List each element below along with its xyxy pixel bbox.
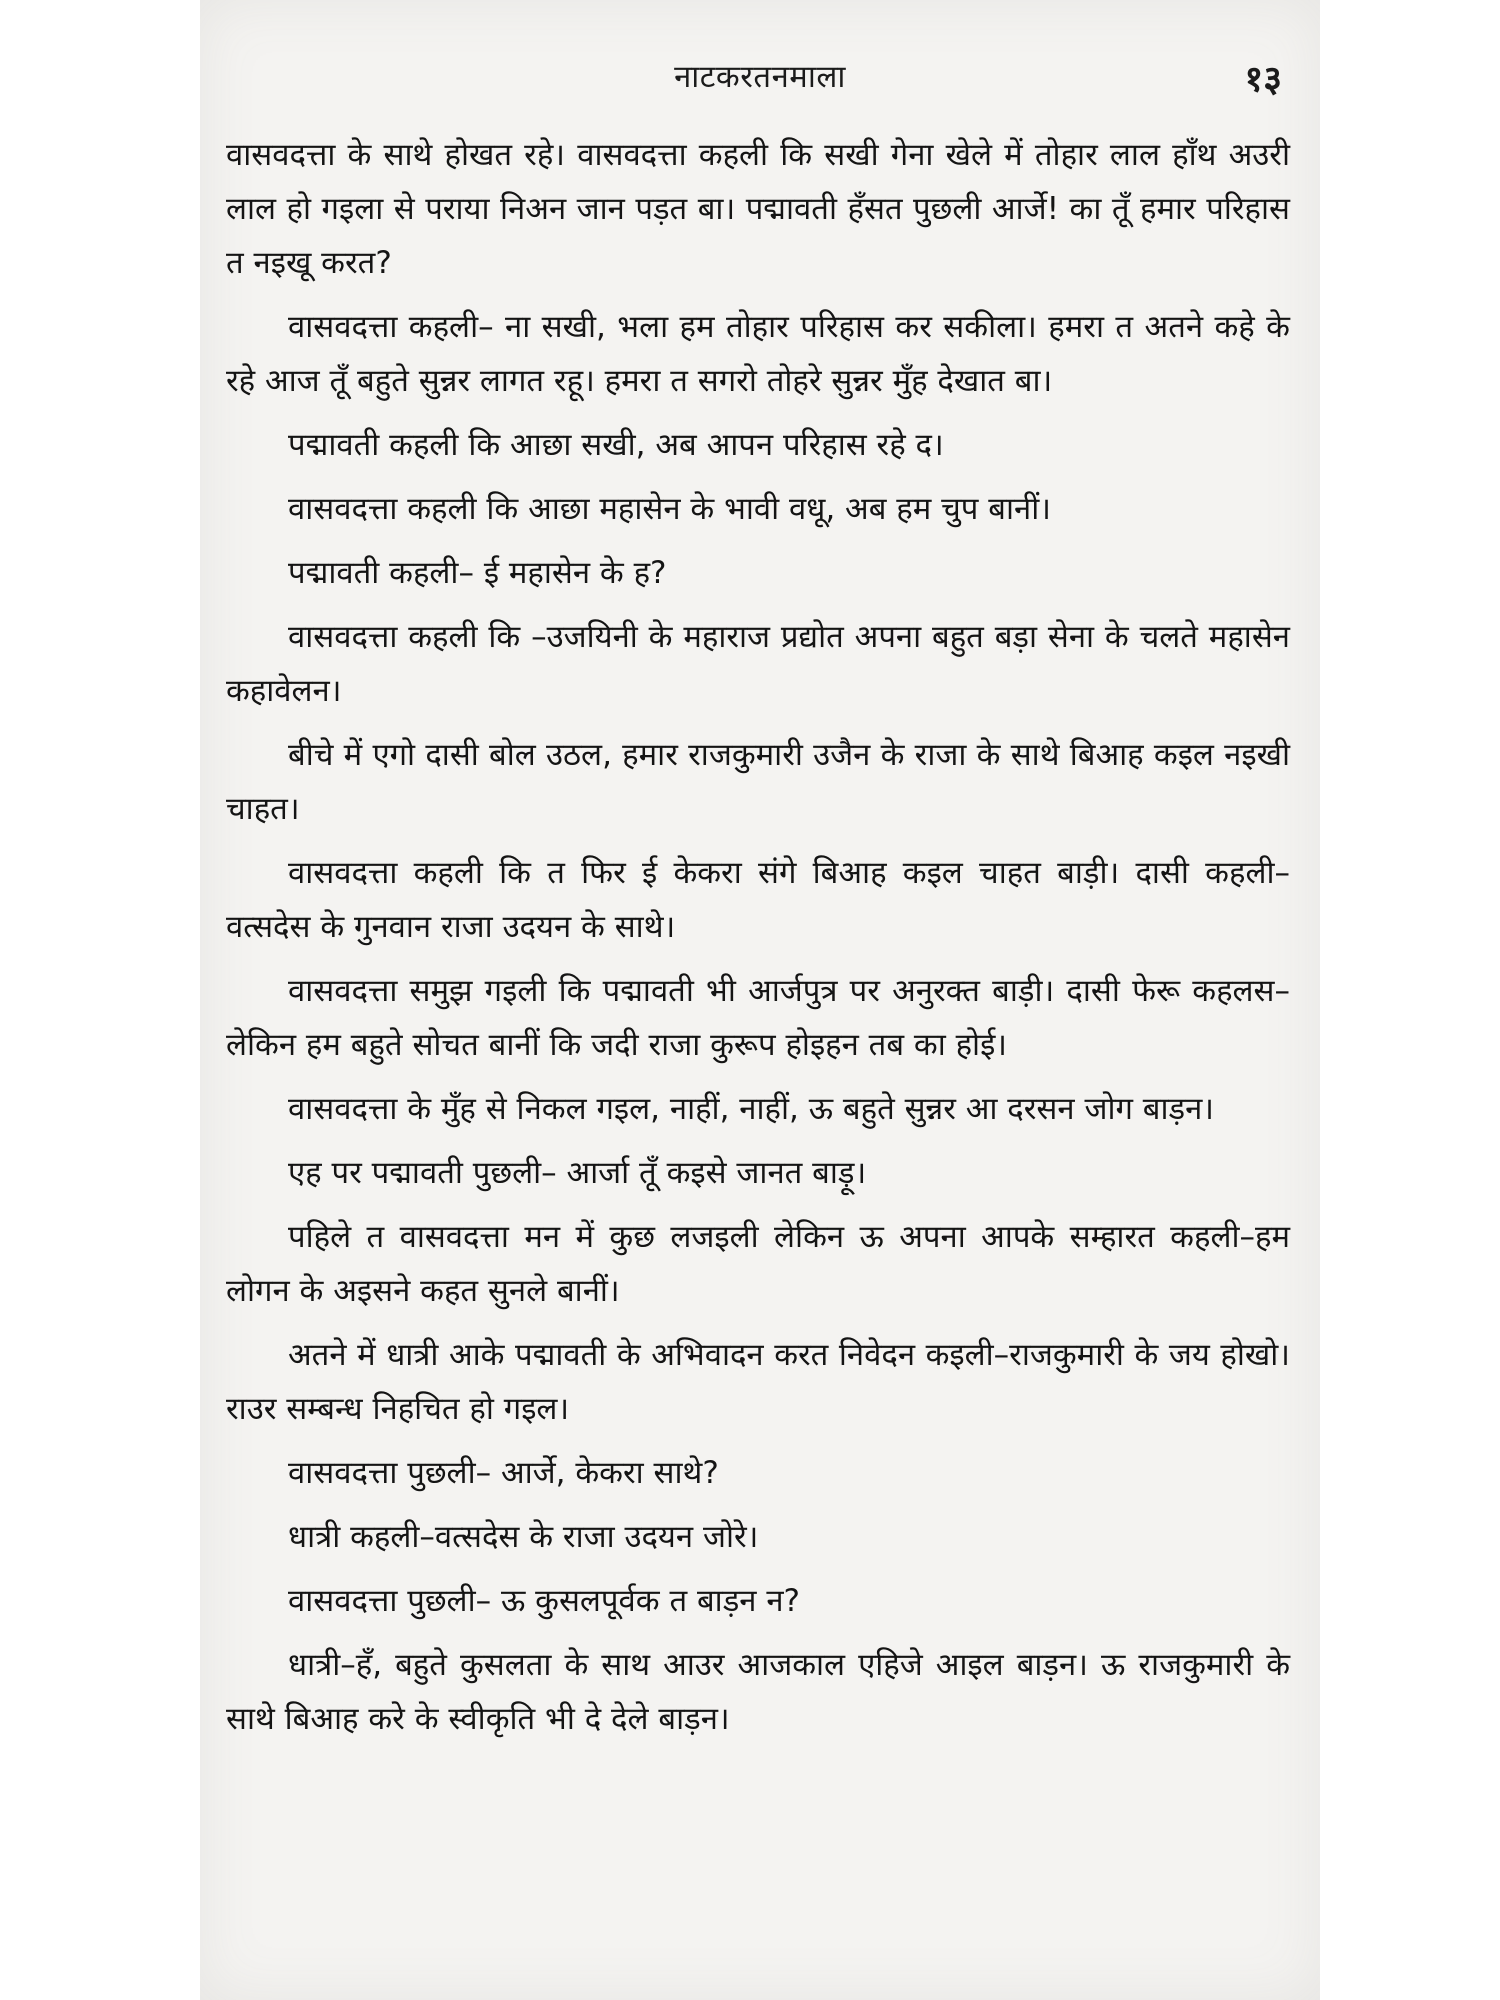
page-number: १३ — [1244, 59, 1282, 100]
page-header — [200, 55, 1320, 105]
paragraph: धात्री कहली–वत्सदेस के राजा उदयन जोरे। — [288, 1519, 759, 1555]
book-page — [200, 0, 1320, 2000]
paragraph: वासवदत्ता पुछली– ऊ कुसलपूर्वक त बाड़न न? — [288, 1583, 800, 1619]
paragraph: पद्मावती कहली कि आछा सखी, अब आपन परिहास रहे द। — [288, 427, 944, 463]
paragraph: वासवदत्ता कहली कि आछा महासेन के भावी वधू, अब हम चुप बानीं। — [288, 491, 1051, 527]
paragraph: पहिले त वासवदत्ता मन में कुछ लजइली लेकिन ऊ अपना आपके सम्हारत कहली–हम लोगन के अइसने कहत सुनले बानीं। — [226, 1219, 1290, 1309]
paragraph: अतने में धात्री आके पद्मावती के अभिवादन करत निवेदन कइली–राजकुमारी के जय होखो। राउर सम्बन्ध निहचित हो गइल। — [226, 1337, 1290, 1427]
paragraph: वासवदत्ता पुछली– आर्जे, केकरा साथे? — [288, 1455, 719, 1491]
paragraph: वासवदत्ता कहली– ना सखी, भला हम तोहार परिहास कर सकीला। हमरा त अतने कहे के रहे आज तूँ बहुते सुन्नर लागत रहू। हमरा त सगरो तोहरे सुन्नर मुँह देखात बा। — [226, 309, 1290, 399]
paragraph: वासवदत्ता कहली कि –उजयिनी के महाराज प्रद्योत अपना बहुत बड़ा सेना के चलते महासेन कहावेलन। — [226, 619, 1290, 709]
paragraph: धात्री–हँ, बहुते कुसलता के साथ आउर आजकाल एहिजे आइल बाड़न। ऊ राजकुमारी के साथे बिआह करे के स्वीकृति भी दे देले बाड़न। — [226, 1647, 1290, 1737]
paragraph: वासवदत्ता के मुँह से निकल गइल, नाहीं, नाहीं, ऊ बहुते सुन्नर आ दरसन जोग बाड़न। — [288, 1091, 1215, 1127]
body-text — [226, 128, 1290, 1756]
paragraph: बीचे में एगो दासी बोल उठल, हमार राजकुमारी उजैन के राजा के साथे बिआह कइल नइखी चाहत। — [226, 737, 1290, 827]
paragraph: वासवदत्ता के साथे होखत रहे। वासवदत्ता कहली कि सखी गेना खेले में तोहार लाल हाँथ अउरी लाल हो गइला से पराया निअन जान पड़त बा। पद्मावती हँसत पुछली आर्जे! का तूँ हमार परिहास त नइखू करत? — [226, 137, 1290, 281]
paragraph: वासवदत्ता समुझ गइली कि पद्मावती भी आर्जपुत्र पर अनुरक्त बाड़ी। दासी फेरू कहलस–लेकिन हम बहुते सोचत बानीं कि जदी राजा कुरूप होइहन तब का होई। — [226, 973, 1290, 1063]
paragraph: पद्मावती कहली– ई महासेन के ह? — [288, 555, 667, 591]
paragraph: वासवदत्ता कहली कि त फिर ई केकरा संगे बिआह कइल चाहत बाड़ी। दासी कहली– वत्सदेस के गुनवान राजा उदयन के साथे। — [226, 855, 1290, 945]
paragraph: एह पर पद्मावती पुछली– आर्जा तूँ कइसे जानत बाड़ू। — [288, 1155, 867, 1191]
running-title: नाटकरतनमाला — [674, 59, 846, 95]
